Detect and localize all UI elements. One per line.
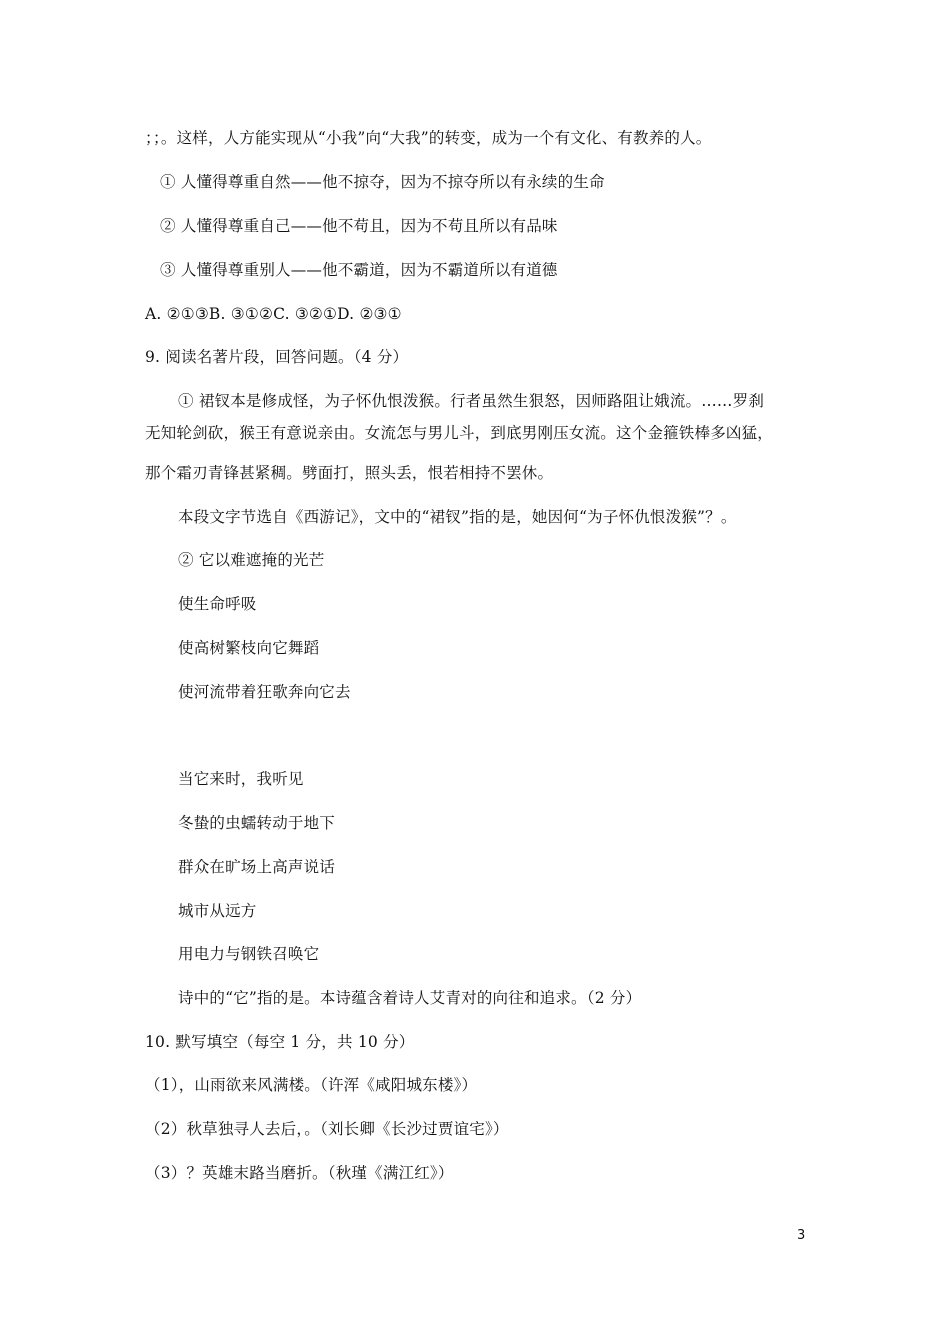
fill-blank-2: （2）秋草独寻人去后，。（刘长卿《长沙过贾谊宅》） <box>145 1120 509 1138</box>
option-item-2: ② 人懂得尊重自己——他不苟且，因为不苟且所以有品味 <box>160 217 558 235</box>
excerpt-line-2: 无知轮剑砍，猴王有意说亲由。女流怎与男儿斗，到底男刚压女流。这个金箍铁棒多凶猛， <box>145 424 774 442</box>
poem-line-7: 群众在旷场上高声说话 <box>178 858 336 876</box>
excerpt-line-1: ① 裙钗本是修成怪，为子怀仇恨泼猴。行者虽然生狠怒，因师路阻让娥流。……罗刹 <box>178 392 765 410</box>
page-number: 3 <box>797 1228 806 1243</box>
poem-line-6: 冬蛰的虫蠕转动于地下 <box>178 814 336 832</box>
question-9-part2: 诗中的“它”指的是。本诗蕴含着诗人艾青对的向往和追求。（2 分） <box>178 989 642 1007</box>
excerpt-line-3: 那个霜刃青锋甚紧稠。劈面打，照头丢，恨若相持不罢休。 <box>145 464 554 482</box>
poem-line-3: 使高树繁枝向它舞蹈 <box>178 639 320 657</box>
question-9-part1: 本段文字节选自《西游记》，文中的“裙钗”指的是，她因何“为子怀仇恨泼猴”？。 <box>178 508 737 526</box>
fill-blank-1: （1），山雨欲来风满楼。（许浑《咸阳城东楼》） <box>145 1076 478 1094</box>
poem-line-4: 使河流带着狂歌奔向它去 <box>178 683 351 701</box>
paragraph-line-1: ；；。这样，人方能实现从“小我”向“大我”的转变，成为一个有文化、有教养的人。 <box>145 129 712 147</box>
answer-choices: A. ②①③B. ③①②C. ③②①D. ②③① <box>145 305 402 323</box>
fill-blank-3: （3）？英雄末路当磨折。（秋瑾《满江红》） <box>145 1164 454 1182</box>
option-item-1: ① 人懂得尊重自然——他不掠夺，因为不掠夺所以有永续的生命 <box>160 173 605 191</box>
poem-line-9: 用电力与钢铁召唤它 <box>178 945 320 963</box>
poem-line-2: 使生命呼吸 <box>178 595 257 613</box>
poem-line-5: 当它来时，我听见 <box>178 770 304 788</box>
question-10-heading: 10. 默写填空（每空 1 分，共 10 分） <box>145 1033 415 1051</box>
option-item-3: ③ 人懂得尊重别人——他不霸道，因为不霸道所以有道德 <box>160 261 558 279</box>
poem-line-1: ② 它以难遮掩的光芒 <box>178 551 325 569</box>
poem-line-8: 城市从远方 <box>178 902 257 920</box>
question-9-heading: 9. 阅读名著片段，回答问题。（4 分） <box>145 348 409 366</box>
